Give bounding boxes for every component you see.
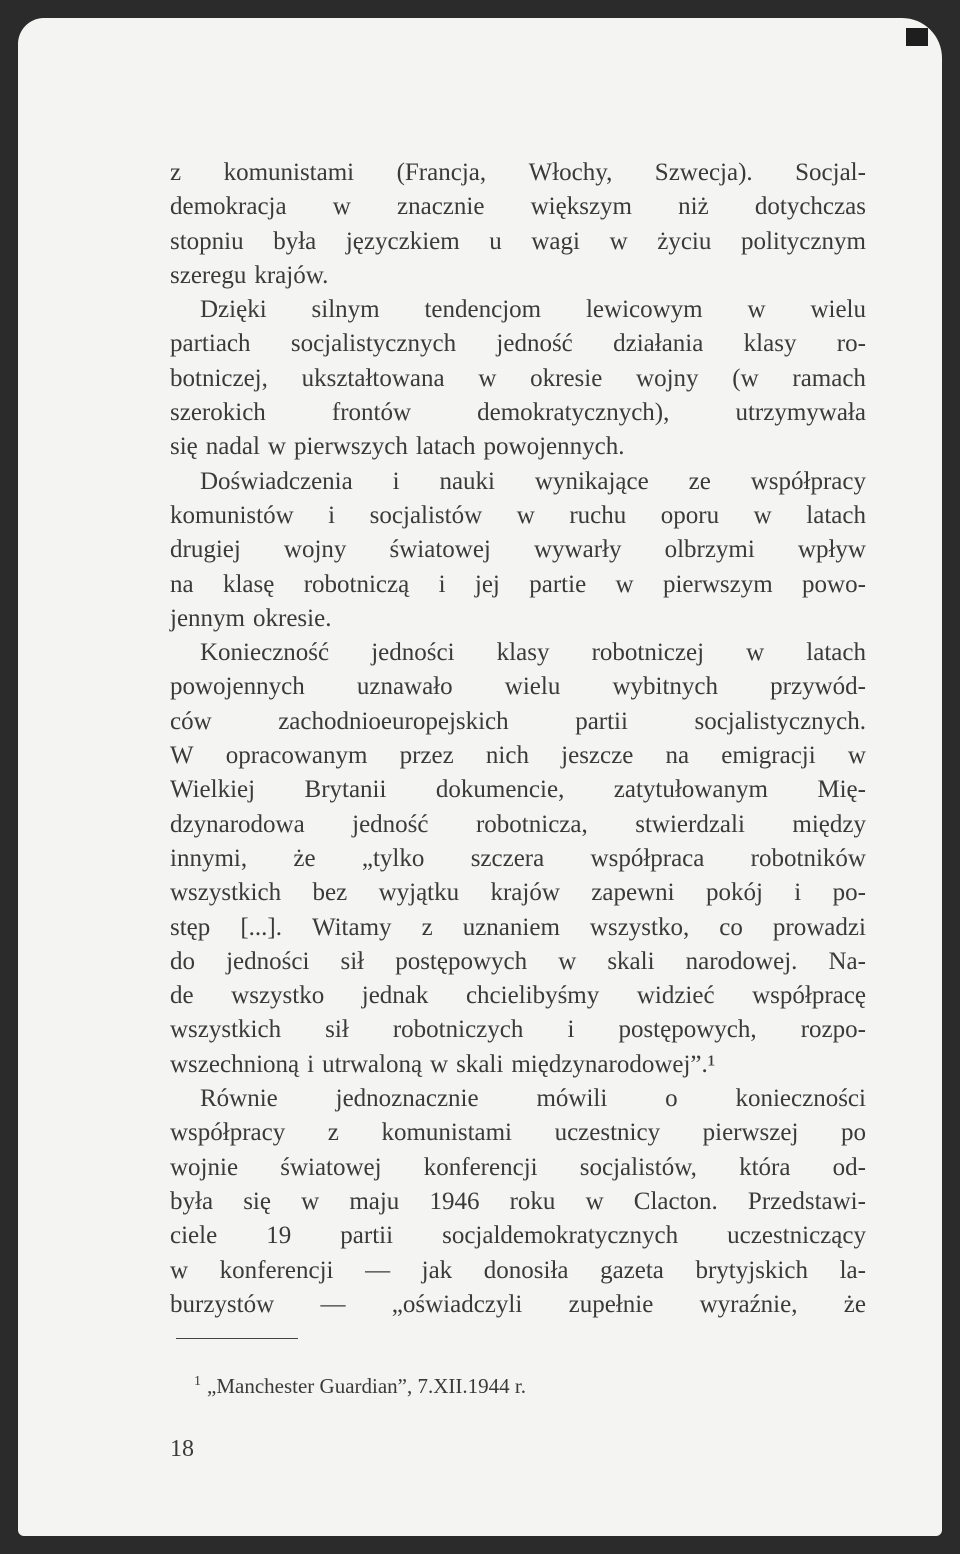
text-word: i bbox=[307, 1050, 315, 1078]
text-word: (w bbox=[732, 364, 759, 392]
text-word: partie bbox=[529, 570, 587, 598]
text-line bbox=[170, 499, 866, 533]
text-word: widzieć bbox=[636, 982, 715, 1010]
text-word: wszechnioną bbox=[170, 1050, 300, 1078]
text-word: w bbox=[301, 1187, 320, 1215]
text-word: wagi bbox=[531, 227, 580, 255]
text-word: socjalistów bbox=[369, 501, 483, 529]
text-word: w bbox=[170, 1256, 189, 1284]
text-word: opracowanym bbox=[225, 742, 368, 770]
text-word: socjaldemokratycznych bbox=[442, 1222, 679, 1250]
text-word: wszystko, bbox=[589, 913, 690, 941]
text-word: olbrzymi bbox=[664, 536, 755, 564]
text-word: pokój bbox=[705, 879, 763, 907]
text-word: zapewni bbox=[591, 879, 675, 907]
text-line bbox=[170, 842, 866, 876]
text-word: socjalistycznych. bbox=[694, 707, 866, 735]
text-line bbox=[170, 1048, 866, 1082]
text-word: szerokich bbox=[170, 399, 266, 427]
text-line bbox=[170, 327, 866, 361]
footnote bbox=[194, 1374, 526, 1399]
text-word: znacznie bbox=[397, 193, 485, 221]
text-line bbox=[170, 1116, 866, 1150]
text-word: współpracy bbox=[170, 1119, 286, 1147]
text-line bbox=[170, 225, 866, 259]
text-line bbox=[170, 190, 866, 224]
text-word: światowej bbox=[280, 1153, 382, 1181]
text-line bbox=[170, 1151, 866, 1185]
text-line bbox=[170, 1219, 866, 1253]
text-word: i bbox=[794, 879, 802, 907]
text-word: skali bbox=[607, 947, 655, 975]
text-word: uznawało bbox=[356, 673, 453, 701]
text-word: działania bbox=[613, 330, 704, 358]
text-word: współpraca bbox=[590, 844, 705, 872]
text-word: dzynarodowa bbox=[170, 810, 305, 838]
text-word: zatytułowanym bbox=[613, 776, 768, 804]
text-word: botniczej, bbox=[170, 364, 268, 392]
text-word: brytyjskich bbox=[695, 1256, 808, 1284]
text-word: że bbox=[843, 1290, 866, 1318]
text-word: „oświadczyli bbox=[391, 1290, 523, 1318]
text-word: Socjal- bbox=[795, 159, 866, 186]
text-word: postępowych, bbox=[618, 1016, 757, 1044]
text-word: socjalistycznych bbox=[290, 330, 457, 358]
text-word: latach bbox=[415, 433, 476, 461]
text-word: w bbox=[753, 501, 772, 529]
text-word: klasy bbox=[743, 330, 797, 358]
text-word: Brytanii bbox=[304, 776, 387, 804]
text-word: klasy bbox=[496, 639, 550, 667]
text-word: komunistów bbox=[170, 501, 294, 529]
text-word: jennym bbox=[170, 604, 245, 632]
text-word: innymi, bbox=[170, 844, 248, 872]
text-word: pierwszej bbox=[702, 1119, 799, 1147]
text-word: sił bbox=[340, 947, 365, 975]
text-word: i bbox=[392, 467, 400, 495]
text-word: była bbox=[273, 227, 317, 255]
text-word: ciele bbox=[170, 1222, 218, 1250]
text-word: uznaniem bbox=[462, 913, 560, 941]
text-word: robotników bbox=[750, 844, 866, 872]
text-word: w bbox=[747, 296, 766, 324]
text-word: jednak bbox=[361, 982, 429, 1010]
body-text bbox=[170, 156, 866, 1322]
text-word: współpracę bbox=[752, 982, 866, 1010]
text-word: wywarły bbox=[533, 536, 622, 564]
text-line bbox=[170, 705, 866, 739]
text-word: Na- bbox=[828, 947, 866, 975]
text-word: rozpo- bbox=[800, 1016, 866, 1044]
text-word: 19 bbox=[266, 1222, 292, 1250]
text-word: co bbox=[719, 913, 743, 941]
text-word: wszystkich bbox=[170, 879, 282, 907]
text-word: — bbox=[320, 1290, 346, 1318]
text-word: partiach bbox=[170, 330, 251, 358]
text-word: W bbox=[170, 742, 194, 770]
text-word: która bbox=[739, 1153, 791, 1181]
text-line bbox=[170, 1013, 866, 1047]
text-word: światowej bbox=[389, 536, 491, 564]
text-word: między bbox=[792, 810, 866, 838]
text-line bbox=[170, 362, 866, 396]
text-word: konferencji bbox=[219, 1256, 334, 1284]
text-word: maju bbox=[349, 1187, 400, 1215]
text-word: że bbox=[293, 844, 316, 872]
footnote-text: „Manchester Guardian”, 7.XII.1944 r. bbox=[207, 1374, 526, 1398]
text-word: Szwecja). bbox=[654, 159, 753, 186]
text-word: sił bbox=[325, 1016, 349, 1044]
text-word: na bbox=[665, 742, 690, 770]
text-word: socjalistów, bbox=[579, 1153, 697, 1181]
text-word: z bbox=[327, 1119, 339, 1147]
text-word: Konieczność bbox=[200, 639, 330, 667]
text-word: prowadzi bbox=[772, 913, 866, 941]
text-line bbox=[170, 808, 866, 842]
text-word: ro- bbox=[836, 330, 866, 358]
text-word: emigracji bbox=[721, 742, 816, 770]
text-word: partii bbox=[340, 1222, 394, 1250]
text-word: nich bbox=[485, 742, 529, 770]
text-word: wyraźnie, bbox=[699, 1290, 798, 1318]
text-word: i bbox=[328, 501, 336, 529]
text-word: dotychczas bbox=[754, 193, 866, 221]
text-word: w bbox=[585, 1187, 604, 1215]
text-word: bez bbox=[312, 879, 348, 907]
text-word: stęp bbox=[170, 913, 211, 941]
text-word: od- bbox=[832, 1153, 866, 1181]
text-word: Włochy, bbox=[528, 159, 613, 186]
text-line bbox=[170, 911, 866, 945]
text-word: postępowych bbox=[395, 947, 528, 975]
text-line bbox=[170, 568, 866, 602]
text-word: (Francja, bbox=[396, 159, 487, 186]
text-line bbox=[170, 259, 866, 293]
text-line bbox=[170, 979, 866, 1013]
text-word: u bbox=[489, 227, 502, 255]
text-line bbox=[170, 293, 866, 327]
text-word: partii bbox=[575, 707, 628, 735]
footnote-marker: 1 bbox=[194, 1374, 201, 1389]
text-word: robotniczej bbox=[591, 639, 705, 667]
text-word: była bbox=[170, 1187, 214, 1215]
text-word: donosiła bbox=[483, 1256, 569, 1284]
text-word: się bbox=[243, 1187, 271, 1215]
text-word: wszystko bbox=[231, 982, 325, 1010]
text-word: politycznym bbox=[740, 227, 866, 255]
text-word: utrzymywała bbox=[735, 399, 866, 427]
text-line bbox=[170, 465, 866, 499]
text-word: komunistami bbox=[223, 159, 355, 186]
text-word: jej bbox=[474, 570, 500, 598]
text-word: krajów. bbox=[254, 261, 329, 289]
footnote-separator bbox=[176, 1338, 298, 1339]
text-word: komunistami bbox=[381, 1119, 513, 1147]
text-line bbox=[170, 533, 866, 567]
text-word: przez bbox=[399, 742, 454, 770]
text-line bbox=[170, 773, 866, 807]
text-word: Wielkiej bbox=[170, 776, 256, 804]
text-word: demokratycznych), bbox=[477, 399, 670, 427]
text-word: wynikające bbox=[534, 467, 649, 495]
text-word: w bbox=[516, 501, 535, 529]
text-word: robotniczych bbox=[392, 1016, 524, 1044]
text-line bbox=[170, 1288, 866, 1322]
text-word: w bbox=[430, 1050, 449, 1078]
text-word: Dzięki bbox=[200, 296, 267, 324]
text-word: się bbox=[170, 433, 198, 461]
text-line bbox=[170, 1082, 866, 1116]
text-word: wojny bbox=[636, 364, 699, 392]
text-word: ramach bbox=[792, 364, 866, 392]
text-word: wielu bbox=[504, 673, 561, 701]
text-word: roku bbox=[509, 1187, 556, 1215]
text-word: o bbox=[665, 1085, 678, 1113]
text-word: do bbox=[170, 947, 195, 975]
text-word: Witamy bbox=[312, 913, 392, 941]
text-word: i bbox=[438, 570, 446, 598]
text-line bbox=[170, 876, 866, 910]
text-word: narodowej. bbox=[685, 947, 798, 975]
text-word: la- bbox=[839, 1256, 866, 1284]
text-word: jedność bbox=[496, 330, 573, 358]
text-word: latach bbox=[806, 639, 866, 667]
text-line bbox=[170, 430, 866, 464]
text-word: tendencjom bbox=[424, 296, 542, 324]
text-word: z bbox=[421, 913, 433, 941]
text-word: 1946 bbox=[429, 1187, 480, 1215]
text-line bbox=[170, 945, 866, 979]
text-word: pierwszych bbox=[293, 433, 408, 461]
text-word: pierwszym bbox=[662, 570, 773, 598]
text-word: jednoznacznie bbox=[335, 1085, 479, 1113]
text-word: po- bbox=[832, 879, 866, 907]
text-word: burzystów bbox=[170, 1290, 275, 1318]
text-word: w bbox=[478, 364, 497, 392]
text-word: Przedstawi- bbox=[747, 1187, 866, 1215]
text-word: języczkiem bbox=[345, 227, 460, 255]
text-word: po bbox=[840, 1119, 866, 1147]
text-word: wpływ bbox=[797, 536, 866, 564]
text-word: gazeta bbox=[600, 1256, 664, 1284]
text-line bbox=[170, 670, 866, 704]
book-page bbox=[18, 18, 942, 1536]
text-word: de bbox=[170, 982, 194, 1010]
text-word: konieczności bbox=[735, 1085, 866, 1113]
text-word: oporu bbox=[660, 501, 720, 529]
text-word: okresie. bbox=[253, 604, 332, 632]
text-word: frontów bbox=[331, 399, 412, 427]
text-line bbox=[170, 1185, 866, 1219]
text-word: robotniczą bbox=[303, 570, 410, 598]
text-line bbox=[170, 396, 866, 430]
text-word: w bbox=[615, 570, 634, 598]
text-word: międzynarodowej”.¹ bbox=[511, 1050, 716, 1078]
text-word: wojny bbox=[283, 536, 347, 564]
text-word: zupełnie bbox=[568, 1290, 654, 1318]
text-word: szczera bbox=[470, 844, 545, 872]
text-word: stwierdzali bbox=[635, 810, 745, 838]
text-word: [...]. bbox=[240, 913, 282, 941]
text-word: szeregu bbox=[170, 261, 247, 289]
text-word: w bbox=[267, 433, 286, 461]
text-word: jedności bbox=[371, 639, 455, 667]
text-word: jedności bbox=[226, 947, 310, 975]
text-word: klasę bbox=[222, 570, 275, 598]
text-word: powo- bbox=[802, 570, 866, 598]
text-word: Doświadczenia bbox=[200, 467, 353, 495]
text-word: wszystkich bbox=[170, 1016, 282, 1044]
text-line bbox=[170, 156, 866, 190]
text-word: w bbox=[558, 947, 577, 975]
text-word: stopniu bbox=[170, 227, 244, 255]
text-word: mówili bbox=[536, 1085, 608, 1113]
text-word: dokumencie, bbox=[435, 776, 565, 804]
text-word: życiu bbox=[657, 227, 712, 255]
text-word: w bbox=[847, 742, 866, 770]
text-word: drugiej bbox=[170, 536, 241, 564]
text-word: ców bbox=[170, 707, 212, 735]
text-word: współpracy bbox=[750, 467, 866, 495]
text-word: wielu bbox=[810, 296, 866, 324]
text-word: okresie bbox=[530, 364, 603, 392]
text-word: na bbox=[170, 570, 194, 598]
text-word: — bbox=[365, 1256, 391, 1284]
text-word: ruchu bbox=[569, 501, 627, 529]
text-word: Clacton. bbox=[633, 1187, 718, 1215]
page-number: 18 bbox=[170, 1436, 194, 1462]
text-word: Równie bbox=[200, 1085, 278, 1113]
text-word: z bbox=[170, 159, 182, 186]
text-word: w bbox=[332, 193, 351, 221]
text-word: zachodnioeuropejskich bbox=[278, 707, 509, 735]
text-word: wybitnych bbox=[612, 673, 719, 701]
text-word: niż bbox=[678, 193, 709, 221]
text-word: ukształtowana bbox=[301, 364, 445, 392]
text-word: wojnie bbox=[170, 1153, 239, 1181]
text-line bbox=[170, 602, 866, 636]
text-word: latach bbox=[806, 501, 866, 529]
scan-edge-mark bbox=[906, 28, 928, 46]
text-line bbox=[170, 739, 866, 773]
text-word: jeszcze bbox=[561, 742, 634, 770]
text-word: i bbox=[567, 1016, 575, 1044]
text-word: krajów bbox=[490, 879, 560, 907]
text-line bbox=[170, 636, 866, 670]
text-word: „tylko bbox=[361, 844, 425, 872]
text-word: konferencji bbox=[423, 1153, 538, 1181]
text-word: powojennych. bbox=[483, 433, 625, 461]
text-word: demokracja bbox=[170, 193, 287, 221]
text-word: wyjątku bbox=[378, 879, 460, 907]
text-word: większym bbox=[530, 193, 632, 221]
text-word: w bbox=[609, 227, 628, 255]
text-word: ze bbox=[688, 467, 711, 495]
text-word: nadal bbox=[205, 433, 260, 461]
text-word: utrwaloną bbox=[322, 1050, 423, 1078]
text-word: powojennych bbox=[170, 673, 305, 701]
text-word: Mię- bbox=[817, 776, 866, 804]
text-word: uczestnicy bbox=[554, 1119, 661, 1147]
text-word: robotnicza, bbox=[475, 810, 588, 838]
text-word: silnym bbox=[311, 296, 380, 324]
text-word: skali bbox=[456, 1050, 504, 1078]
text-word: jak bbox=[421, 1256, 453, 1284]
text-word: w bbox=[746, 639, 765, 667]
text-line bbox=[170, 1254, 866, 1288]
text-word: uczestniczący bbox=[727, 1222, 866, 1250]
text-word: przywód- bbox=[770, 673, 866, 701]
text-word: chcielibyśmy bbox=[465, 982, 600, 1010]
text-word: jedność bbox=[352, 810, 429, 838]
text-word: lewicowym bbox=[585, 296, 703, 324]
text-word: nauki bbox=[439, 467, 495, 495]
